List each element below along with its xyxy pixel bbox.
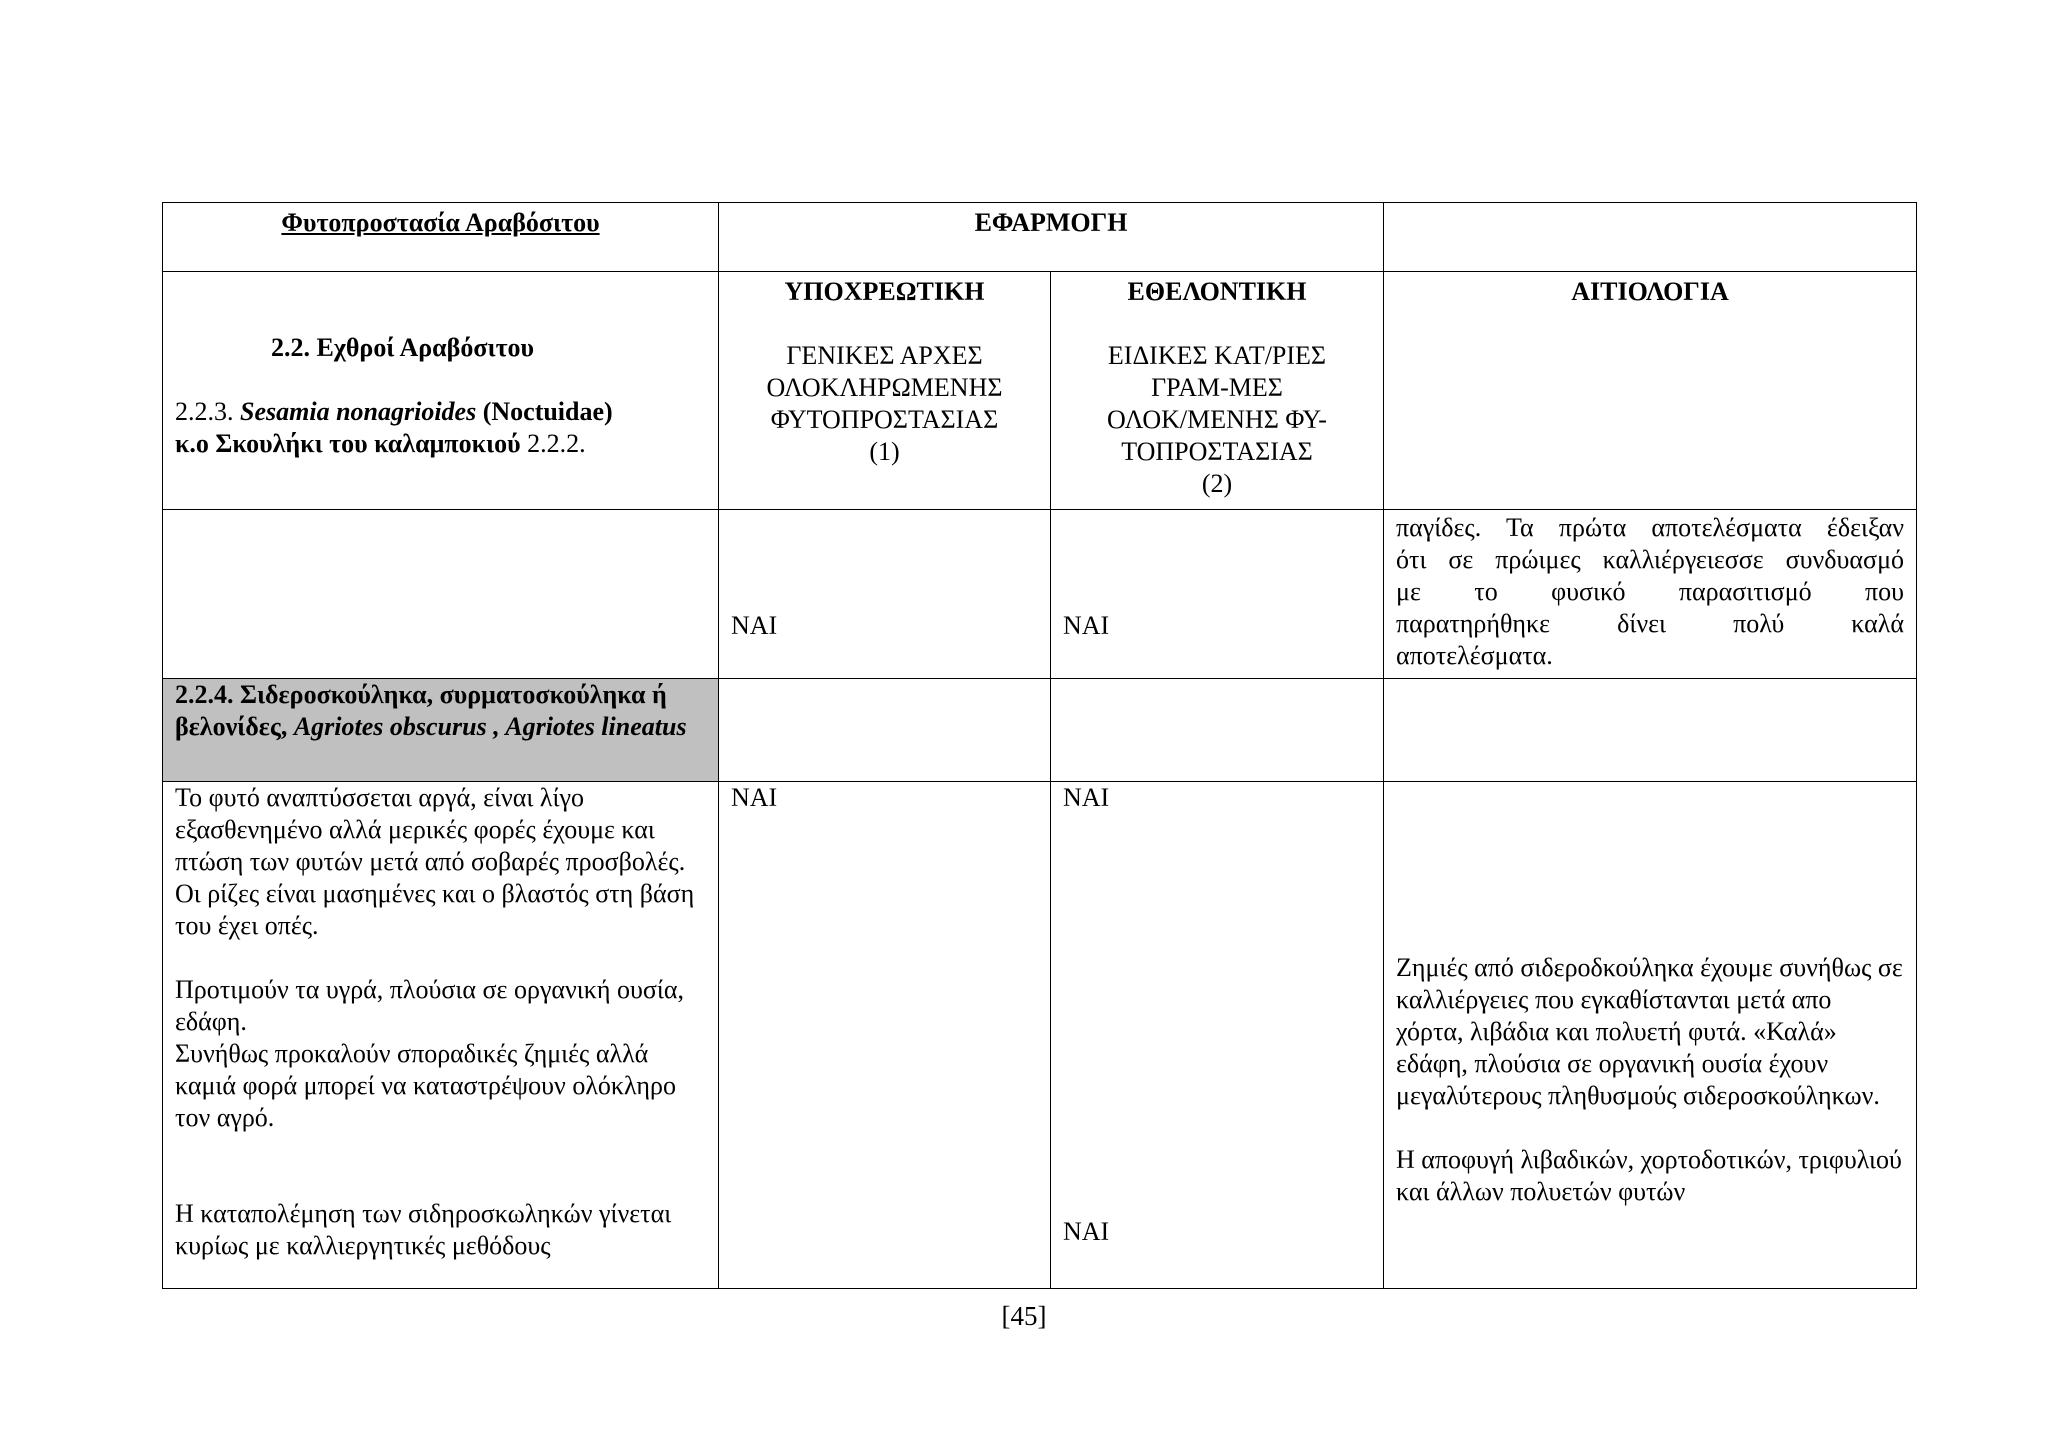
agriotes-justification-1: Ζημιές από σιδεροδκούληκα έχουμε συνήθως σε καλλιέργειες που εγκαθίστανται μετά απο χόρτα, λιβάδια και πολυετή φυτά. «Καλά» εδάφη, πλούσια σε οργανική ουσία έχουν μεγαλύτερους πληθυσμούς σιδεροσκούληκων. — [1396, 953, 1903, 1110]
pest-prefix: 2.2.3. — [175, 397, 240, 426]
sesamia-mandatory-cell — [719, 510, 1051, 679]
section-2-2-4-row — [163, 679, 1917, 782]
voluntary-header: ΕΘΕΛΟΝΤΙΚΗ — [1127, 277, 1307, 306]
justification-header-cell — [1384, 272, 1917, 510]
empty-header-cell — [1384, 203, 1917, 272]
agriotes-voluntary-value-2: ΝΑΙ — [1063, 1217, 1110, 1246]
pest-reference: 2.2.2. — [520, 429, 586, 458]
agriotes-mandatory-value: ΝΑΙ — [731, 783, 778, 812]
sesamia-justification-line-4: παρατηρήθηκε δίνει πολύ καλά — [1396, 609, 1905, 638]
sesamia-justification-line-2: ότι σε πρώιμες καλλιέργειεσσε συνδυασμό — [1396, 545, 1905, 574]
agriotes-description-2: Προτιμούν τα υγρά, πλούσια σε οργανική ουσία, εδάφη. — [175, 975, 685, 1036]
voluntary-header-cell — [1051, 272, 1384, 510]
section-2-2-cell — [163, 272, 719, 510]
voluntary-sub-line-3: ΟΛΟΚ/ΜΕΝΗΣ ΦΥ- — [1107, 405, 1327, 434]
mandatory-sub-line-2: ΟΛΟΚΛΗΡΩΜΕΝΗΣ — [766, 373, 1003, 402]
sesamia-justification-cell — [1384, 510, 1917, 679]
page-number: [45] — [1001, 1301, 1047, 1331]
pest-scientific-name: Sesamia nonagrioides — [240, 397, 477, 426]
section-2-2-4-empty-3 — [1384, 679, 1917, 782]
mandatory-header: ΥΠΟΧΡΕΩΤΙΚΗ — [784, 277, 985, 306]
agriotes-voluntary-value: ΝΑΙ — [1063, 783, 1110, 812]
agriotes-description-4: Η καταπολέμηση των σιδηροσκωληκών γίνεται κυρίως με καλλιεργητικές μεθόδους — [175, 1199, 672, 1260]
section-2-2-title: 2.2. Εχθροί Αραβόσιτου — [271, 333, 535, 362]
agriotes-justification-2: Η αποφυγή λιβαδικών, χορτοδοτικών, τριφυλιού και άλλων πολυετών φυτών — [1396, 1145, 1902, 1206]
sesamia-voluntary-cell — [1051, 510, 1384, 679]
agriotes-justification-cell — [1384, 782, 1917, 1289]
section-2-2-4-title: 2.2.4. Σιδεροσκούληκα, συρματοσκούληκα ή βελονίδες, — [175, 680, 667, 741]
mandatory-sub-line-3: ΦΥΤΟΠΡΟΣΤΑΣΙΑΣ — [770, 405, 999, 434]
agriotes-description-3: Συνήθως προκαλούν σποραδικές ζημιές αλλά καμιά φορά μπορεί να καταστρέψουν ολόκληρο τον αγρό. — [175, 1039, 676, 1132]
agriotes-description-1: Το φυτό αναπτύσσεται αργά, είναι λίγο εξασθενημένο αλλά μερικές φορές έχουμε και πτώση των φυτών μετά από σοβαρές προσβολές. Οι ρίζες είναι μασημένες και ο βλαστός στη βάση του έχει οπές. — [175, 783, 695, 940]
pest-common-name: κ.ο Σκουλήκι του καλαμποκιού — [175, 429, 521, 458]
sesamia-row — [163, 510, 1917, 679]
section-2-2-4-scientific: Agriotes obscurus , Agriotes lineatus — [293, 712, 687, 741]
sesamia-justification-line-5: αποτελέσματα. — [1396, 641, 1553, 670]
header-row — [163, 203, 1917, 272]
section-2-2-4-empty-2 — [1051, 679, 1384, 782]
application-header-cell — [719, 203, 1384, 272]
mandatory-sub-line-4: (1) — [869, 437, 900, 466]
agriotes-description-cell — [163, 782, 719, 1289]
voluntary-sub-line-5: (2) — [1201, 469, 1233, 498]
agriotes-row — [163, 782, 1917, 1289]
sesamia-voluntary-value: ΝΑΙ — [1063, 611, 1110, 640]
section-2-2-4-cell — [163, 679, 719, 782]
application-header: ΕΦΑΡΜΟΓΗ — [974, 208, 1128, 237]
mandatory-header-cell — [719, 272, 1051, 510]
section-title-cell — [163, 203, 719, 272]
corn-protection-table — [162, 202, 1917, 1289]
column-header-row — [163, 272, 1917, 510]
voluntary-sub-line-4: ΤΟΠΡΟΣΤΑΣΙΑΣ — [1121, 437, 1313, 466]
pest-sesamia-heading — [175, 396, 706, 460]
sesamia-empty-cell — [163, 510, 719, 679]
agriotes-mandatory-cell — [719, 782, 1051, 1289]
pest-family: (Noctuidae) — [476, 397, 613, 426]
voluntary-sub-line-1: ΕΙΔΙΚΕΣ ΚΑΤ/ΡΙΕΣ — [1107, 341, 1327, 370]
sesamia-justification-line-3: με το φυσικό παρασιτισμό που — [1396, 577, 1905, 606]
section-2-2-4-empty-1 — [719, 679, 1051, 782]
mandatory-sub-line-1: ΓΕΝΙΚΕΣ ΑΡΧΕΣ — [786, 341, 983, 370]
agriotes-voluntary-cell — [1051, 782, 1384, 1289]
voluntary-sub-line-2: ΓΡΑΜ-ΜΕΣ — [1151, 373, 1283, 402]
sesamia-justification-line-1: παγίδες. Τα πρώτα αποτελέσματα έδειξαν — [1396, 513, 1905, 542]
section-title: Φυτοπροστασία Αραβόσιτου — [281, 208, 600, 237]
justification-header: ΑΙΤΙΟΛΟΓΙΑ — [1571, 277, 1729, 306]
sesamia-mandatory-value: ΝΑΙ — [731, 611, 778, 640]
